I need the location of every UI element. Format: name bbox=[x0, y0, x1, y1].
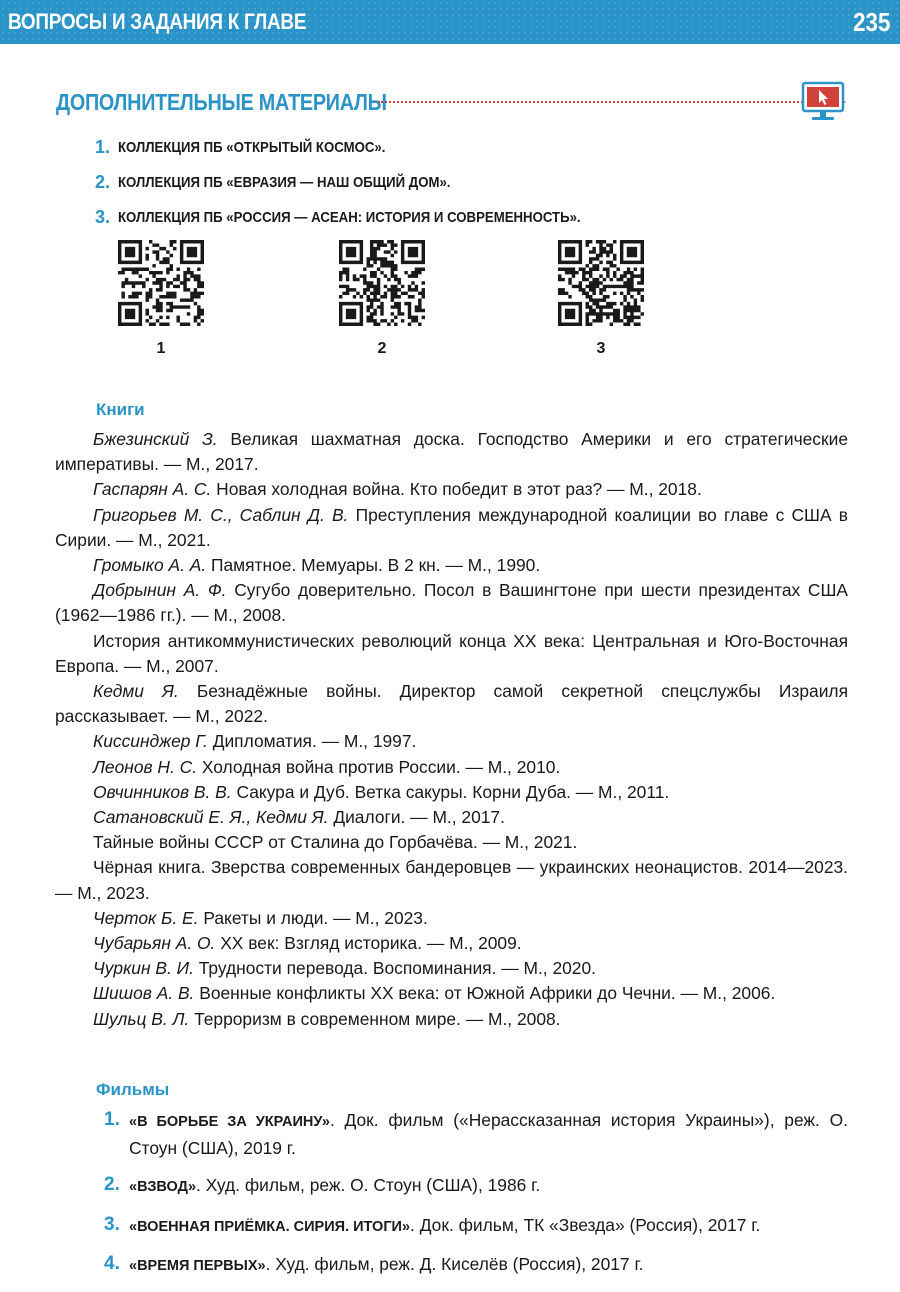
film-title: «ВОЕННАЯ ПРИЁМКА. СИРИЯ. ИТОГИ» bbox=[129, 1218, 411, 1235]
book-author: Бжезинский З. bbox=[93, 429, 218, 449]
film-title: «ВРЕМЯ ПЕРВЫХ» bbox=[129, 1258, 266, 1274]
book-details: Преступления международной коалиции во главе с США в Сирии. — М., 2021. bbox=[55, 504, 848, 550]
book-entry bbox=[55, 855, 848, 905]
collection-number: 3. bbox=[95, 207, 111, 227]
book-entry bbox=[55, 679, 848, 729]
book-details: Терроризм в современном мире. — М., 2008. bbox=[189, 1008, 561, 1029]
film-entry bbox=[104, 1213, 848, 1241]
book-details: Дипломатия. — М., 1997. bbox=[207, 731, 417, 752]
book-author: Добрынин А. Ф. bbox=[93, 580, 227, 601]
book-author: Шульц В. Л. bbox=[93, 1008, 190, 1029]
book-details: Новая холодная война. Кто победит в этот раз? — М., 2018. bbox=[211, 479, 702, 500]
chapter-header bbox=[0, 0, 900, 44]
film-number: 2. bbox=[104, 1174, 120, 1195]
qr-label: 3 bbox=[596, 340, 606, 357]
book-author: Гаспарян А. С. bbox=[93, 479, 212, 500]
qr-label: 2 bbox=[377, 340, 387, 357]
book-details: Памятное. Мемуары. В 2 кн. — М., 1990. bbox=[206, 555, 541, 576]
qr-code-icon bbox=[118, 240, 204, 326]
book-author: Чубарьян А. О. bbox=[93, 933, 216, 954]
book-details: XX век: Взгляд историка. — М., 2009. bbox=[215, 933, 522, 954]
book-details: Диалоги. — М., 2017. bbox=[328, 807, 505, 828]
page-number: 235 bbox=[852, 6, 890, 37]
book-entry bbox=[55, 578, 848, 628]
film-number: 4. bbox=[104, 1253, 120, 1274]
film-details: . Худ. фильм, реж. Д. Киселёв (Россия), 2017 г. bbox=[265, 1254, 644, 1274]
book-entry bbox=[55, 830, 848, 855]
collection-item[interactable] bbox=[95, 200, 815, 235]
chapter-title: ВОПРОСЫ И ЗАДАНИЯ К ГЛАВЕ bbox=[8, 9, 307, 34]
film-title: «ВЗВОД» bbox=[129, 1179, 197, 1195]
collection-title: КОЛЛЕКЦИЯ ПБ «ЕВРАЗИЯ — НАШ ОБЩИЙ ДОМ». bbox=[118, 174, 451, 191]
film-details: . Док. фильм, ТК «Звезда» (Россия), 2017 г. bbox=[410, 1214, 761, 1235]
film-number: 1. bbox=[104, 1109, 120, 1130]
section-title: ДОПОЛНИТЕЛЬНЫЕ МАТЕРИАЛЫ bbox=[56, 88, 387, 115]
book-author: Киссинджер Г. bbox=[93, 731, 208, 752]
book-details: История антикоммунистических революций конца XX века: Центральная и Юго-Восточная Европа. — М., 2007. bbox=[55, 630, 848, 676]
book-details: Безнадёжные войны. Директор самой секретной спецслужбы Израиля рассказывает. — М., 2022. bbox=[55, 681, 848, 727]
monitor-cursor-icon[interactable] bbox=[800, 80, 846, 124]
films-heading: Фильмы bbox=[96, 1080, 170, 1099]
book-entry bbox=[55, 956, 848, 981]
book-details: Трудности перевода. Воспоминания. — М., 2020. bbox=[193, 958, 596, 979]
book-entry bbox=[55, 503, 848, 553]
book-entry bbox=[55, 629, 848, 679]
book-entry bbox=[55, 931, 848, 956]
book-author: Овчинников В. В. bbox=[93, 781, 232, 802]
book-entry bbox=[55, 755, 848, 780]
collection-item[interactable] bbox=[95, 130, 815, 165]
book-entry bbox=[55, 427, 848, 477]
dotted-arrow-icon bbox=[378, 101, 838, 103]
book-entry bbox=[55, 805, 848, 830]
qr-code-icon bbox=[339, 240, 425, 326]
film-number: 3. bbox=[104, 1213, 120, 1235]
film-details: . Док. фильм («Нерассказанная история Украины»), реж. О. Стоун (США), 2019 г. bbox=[129, 1110, 848, 1158]
qr-code-2[interactable] bbox=[339, 240, 425, 358]
qr-codes-row bbox=[0, 240, 900, 370]
book-author: Леонов Н. С. bbox=[93, 756, 198, 777]
collections-list bbox=[95, 130, 815, 235]
book-author: Шишов А. В. bbox=[93, 983, 195, 1004]
collection-number: 1. bbox=[95, 137, 111, 157]
collection-number: 2. bbox=[95, 172, 111, 192]
book-details: Военные конфликты XX века: от Южной Африки до Чечни. — М., 2006. bbox=[194, 983, 776, 1004]
film-details: . Худ. фильм, реж. О. Стоун (США), 1986 г. bbox=[196, 1175, 541, 1195]
book-details: Холодная война против России. — М., 2010. bbox=[197, 756, 561, 777]
book-entry bbox=[55, 553, 848, 578]
qr-code-3[interactable] bbox=[558, 240, 644, 358]
book-entry bbox=[55, 477, 848, 502]
books-heading: Книги bbox=[96, 400, 145, 419]
collection-title: КОЛЛЕКЦИЯ ПБ «РОССИЯ — АСЕАН: ИСТОРИЯ И СОВРЕМЕННОСТЬ». bbox=[118, 209, 581, 226]
film-entry bbox=[104, 1108, 848, 1161]
film-title: «В БОРЬБЕ ЗА УКРАИНУ» bbox=[129, 1114, 330, 1130]
book-details: Сакура и Дуб. Ветка сакуры. Корни Дуба. — М., 2011. bbox=[231, 781, 670, 802]
book-author: Григорьев М. С., Саблин Д. В. bbox=[93, 504, 349, 525]
film-entry bbox=[104, 1252, 848, 1280]
book-entry bbox=[55, 729, 848, 754]
book-entry bbox=[55, 981, 848, 1006]
qr-code-icon bbox=[558, 240, 644, 326]
book-author: Черток Б. Е. bbox=[93, 907, 199, 928]
book-details: Великая шахматная доска. Господство Америки и его стратегические императивы. — М., 2017. bbox=[55, 429, 848, 475]
qr-label: 1 bbox=[156, 340, 166, 357]
book-details: Сугубо доверительно. Посол в Вашингтоне при шести президентах США (1962—1986 гг.). — М., 2008. bbox=[55, 580, 848, 626]
book-entry bbox=[55, 780, 848, 805]
book-author: Сатановский Е. Я., Кедми Я. bbox=[93, 807, 329, 828]
qr-code-1[interactable] bbox=[118, 240, 204, 358]
book-author: Кедми Я. bbox=[93, 681, 179, 702]
collection-title: КОЛЛЕКЦИЯ ПБ «ОТКРЫТЫЙ КОСМОС». bbox=[118, 139, 386, 156]
section-heading bbox=[56, 84, 856, 120]
collection-item[interactable] bbox=[95, 165, 815, 200]
book-author: Громыко А. А. bbox=[93, 555, 207, 576]
book-entry bbox=[55, 906, 848, 931]
film-entry bbox=[104, 1173, 848, 1201]
book-details: Ракеты и люди. — М., 2023. bbox=[198, 907, 428, 928]
book-details: Чёрная книга. Зверства современных бандеровцев — украинских неонацистов. 2014—2023. — М., 2023. bbox=[55, 857, 848, 903]
books-list bbox=[55, 427, 848, 1032]
films-list bbox=[104, 1108, 848, 1292]
book-author: Чуркин В. И. bbox=[93, 958, 194, 979]
book-details: Тайные войны СССР от Сталина до Горбачёва. — М., 2021. bbox=[93, 832, 578, 853]
book-entry bbox=[55, 1007, 848, 1032]
